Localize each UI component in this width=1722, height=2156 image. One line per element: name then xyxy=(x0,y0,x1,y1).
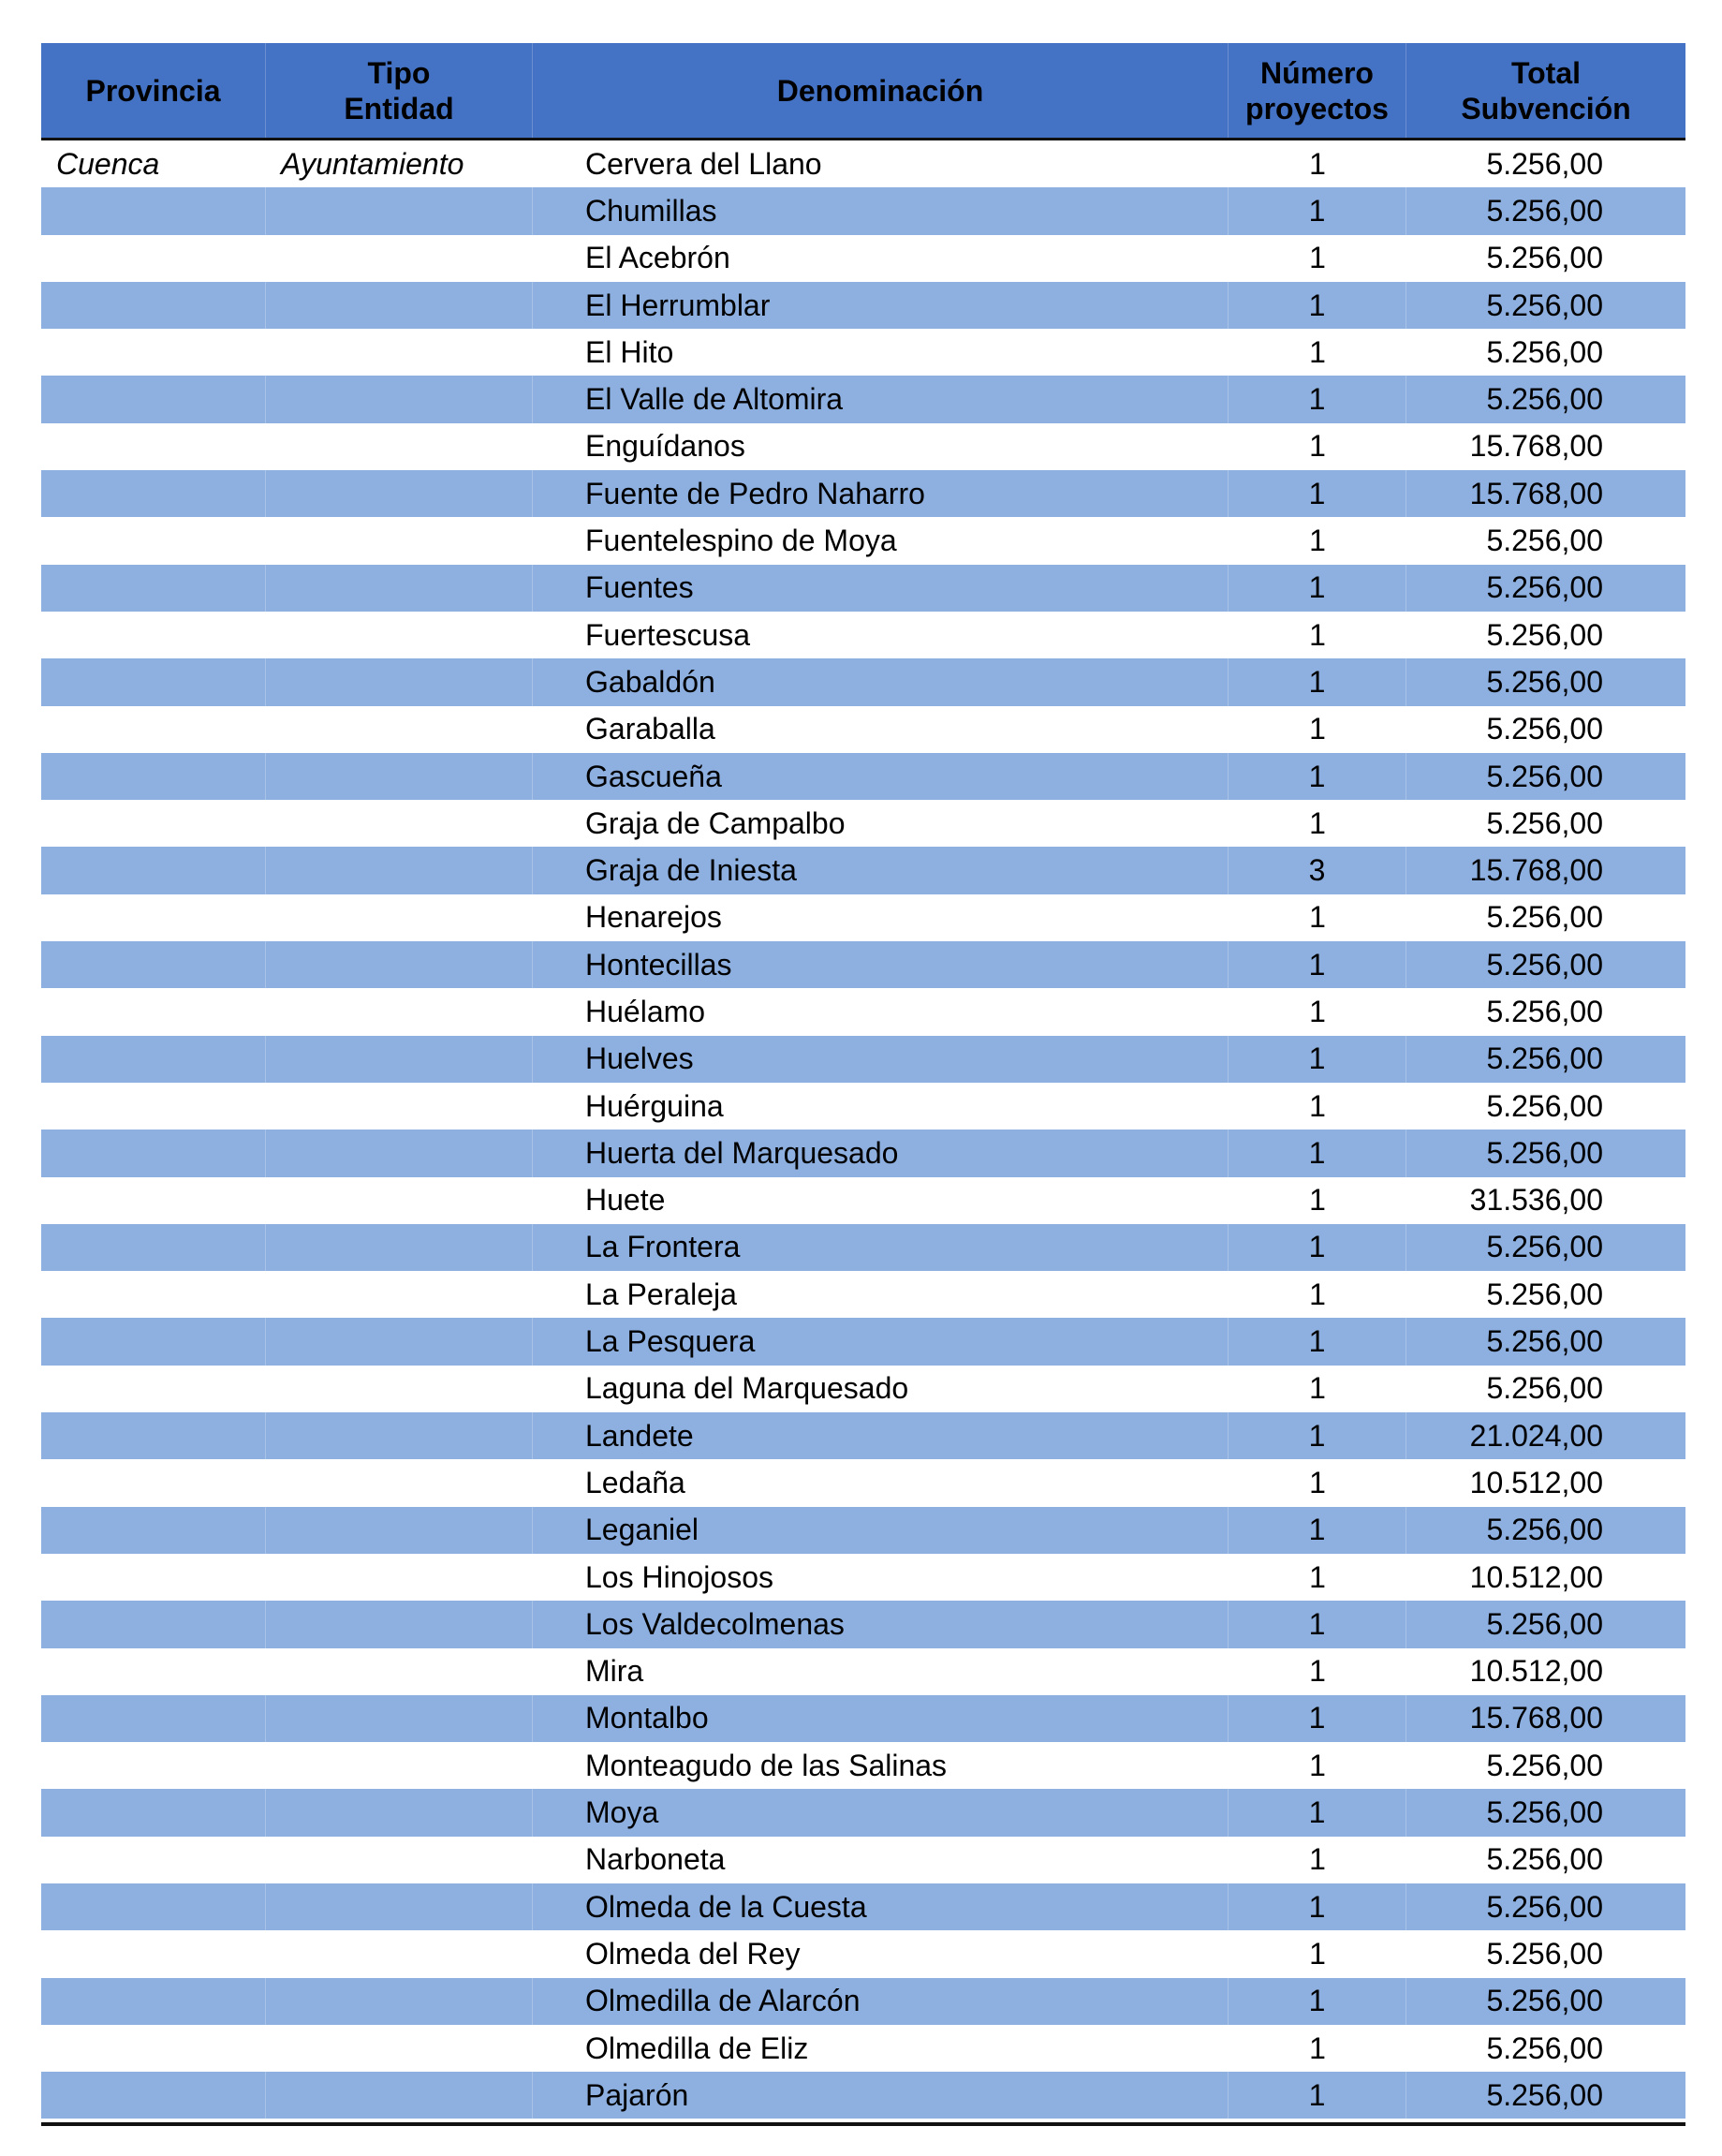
cell-provincia xyxy=(41,1083,266,1130)
cell-denominacion: Fuentelespino de Moya xyxy=(585,524,897,558)
table-row xyxy=(41,1789,1685,1836)
cell-provincia xyxy=(41,612,266,658)
cell-tipo xyxy=(266,847,533,893)
table-header xyxy=(41,43,1685,140)
cell-numero: 1 xyxy=(1309,524,1326,558)
cell-tipo xyxy=(266,2025,533,2072)
cell-tipo xyxy=(266,517,533,564)
cell-tipo xyxy=(266,988,533,1035)
cell-denominacion: Olmeda de la Cuesta xyxy=(533,1883,1229,1930)
cell-numero: 1 xyxy=(1229,1507,1406,1554)
cell-numero: 1 xyxy=(1229,470,1406,517)
table-row xyxy=(41,658,1685,705)
cell-denominacion: Landete xyxy=(533,1412,1229,1459)
cell-total: 5.256,00 xyxy=(1486,1324,1603,1359)
cell-numero: 1 xyxy=(1309,429,1326,464)
header-tipo-entidad-label xyxy=(344,55,453,126)
cell-numero: 1 xyxy=(1309,1936,1326,1971)
cell-tipo xyxy=(266,706,533,753)
cell-denominacion: Gascueña xyxy=(533,753,1229,800)
cell-denominacion: Monteagudo de las Salinas xyxy=(585,1748,948,1782)
cell-numero: 1 xyxy=(1229,1601,1406,1647)
table-body xyxy=(41,140,1685,2119)
cell-total: 5.256,00 xyxy=(1486,805,1603,840)
cell-provincia xyxy=(41,1648,266,1695)
cell-total: 15.768,00 xyxy=(1469,1701,1603,1735)
table-row xyxy=(41,1742,1685,1789)
cell-denominacion: El Valle de Altomira xyxy=(533,376,1229,422)
table-row xyxy=(41,1224,1685,1271)
cell-denominacion: Fuertescusa xyxy=(585,617,751,652)
cell-total: 5.256,00 xyxy=(1486,2077,1603,2112)
cell-tipo xyxy=(266,1883,533,1930)
cell-provincia xyxy=(41,706,266,753)
header-numero-line1: Número xyxy=(1260,55,1374,90)
cell-numero: 1 xyxy=(1309,1654,1326,1689)
cell-total: 5.256,00 xyxy=(1486,1984,1603,2018)
header-numero-proyectos xyxy=(1229,43,1406,138)
cell-numero: 1 xyxy=(1309,241,1326,275)
cell-total: 5.256,00 xyxy=(1486,1513,1603,1547)
cell-provincia: Cuenca xyxy=(56,146,160,181)
cell-provincia xyxy=(41,1837,266,1883)
cell-tipo xyxy=(266,1271,533,1318)
table-row xyxy=(41,187,1685,234)
table-row xyxy=(41,894,1685,941)
cell-tipo xyxy=(266,1695,533,1742)
cell-denominacion: Los Valdecolmenas xyxy=(533,1601,1229,1647)
cell-denominacion: Garaballa xyxy=(585,712,715,746)
table-row xyxy=(41,1036,1685,1083)
table-row xyxy=(41,235,1685,282)
cell-tipo xyxy=(266,1789,533,1836)
cell-total: 5.256,00 xyxy=(1486,1230,1603,1264)
cell-total: 5.256,00 xyxy=(1486,1842,1603,1877)
cell-tipo xyxy=(266,1459,533,1506)
cell-provincia xyxy=(41,329,266,376)
cell-denominacion: La Peraleja xyxy=(585,1277,737,1311)
cell-numero: 1 xyxy=(1229,282,1406,329)
cell-provincia xyxy=(41,753,266,800)
cell-provincia xyxy=(41,1036,266,1083)
cell-total: 5.256,00 xyxy=(1486,1041,1603,1076)
cell-tipo xyxy=(266,187,533,234)
header-denominacion-label: Denominación xyxy=(776,73,984,108)
cell-numero: 1 xyxy=(1309,1842,1326,1877)
cell-total: 5.256,00 xyxy=(1486,1889,1603,1924)
cell-total: 5.256,00 xyxy=(1486,994,1603,1028)
cell-tipo xyxy=(266,470,533,517)
table-bottom-rule xyxy=(41,2122,1685,2126)
cell-tipo xyxy=(266,565,533,612)
cell-total: 5.256,00 xyxy=(1486,1277,1603,1311)
cell-total: 5.256,00 xyxy=(1486,570,1603,605)
cell-denominacion: Los Hinojosos xyxy=(585,1559,773,1594)
header-denominacion xyxy=(533,43,1229,138)
cell-provincia xyxy=(41,800,266,847)
cell-total: 5.256,00 xyxy=(1486,2030,1603,2065)
cell-provincia xyxy=(41,847,266,893)
cell-total: 10.512,00 xyxy=(1469,1654,1603,1689)
cell-tipo xyxy=(266,1130,533,1176)
cell-total: 5.256,00 xyxy=(1486,1371,1603,1406)
cell-tipo xyxy=(266,800,533,847)
cell-denominacion: Huélamo xyxy=(585,994,706,1028)
cell-numero: 1 xyxy=(1309,617,1326,652)
cell-total: 10.512,00 xyxy=(1469,1559,1603,1594)
cell-denominacion: Graja de Campalbo xyxy=(585,805,846,840)
cell-total: 5.256,00 xyxy=(1486,900,1603,935)
header-tipo-line1: Tipo xyxy=(367,55,431,90)
table-row xyxy=(41,1412,1685,1459)
cell-denominacion: Olmedilla de Eliz xyxy=(585,2030,809,2065)
cell-numero: 1 xyxy=(1229,1695,1406,1742)
cell-numero: 1 xyxy=(1309,1748,1326,1782)
cell-tipo xyxy=(266,1648,533,1695)
cell-total: 5.256,00 xyxy=(1486,1748,1603,1782)
table-row xyxy=(41,2072,1685,2119)
table-row xyxy=(41,282,1685,329)
cell-denominacion: Cervera del Llano xyxy=(585,146,822,181)
cell-denominacion: El Herrumblar xyxy=(533,282,1229,329)
table-row xyxy=(41,1177,1685,1224)
cell-numero: 1 xyxy=(1229,1130,1406,1176)
cell-numero: 1 xyxy=(1229,565,1406,612)
table-row xyxy=(41,706,1685,753)
cell-total: 5.256,00 xyxy=(1486,1795,1603,1830)
cell-numero: 1 xyxy=(1229,1978,1406,2025)
table-row xyxy=(41,1366,1685,1412)
cell-denominacion: Ledaña xyxy=(585,1465,685,1499)
cell-denominacion: Huérguina xyxy=(585,1088,724,1123)
table-row xyxy=(41,1130,1685,1176)
cell-tipo xyxy=(266,1318,533,1365)
cell-total: 5.256,00 xyxy=(1486,146,1603,181)
cell-tipo xyxy=(266,753,533,800)
cell-provincia xyxy=(41,1742,266,1789)
cell-provincia xyxy=(41,1224,266,1271)
cell-total: 5.256,00 xyxy=(1486,1936,1603,1971)
cell-numero: 1 xyxy=(1229,1789,1406,1836)
cell-tipo xyxy=(266,1366,533,1412)
cell-tipo xyxy=(266,894,533,941)
cell-denominacion: Olmeda del Rey xyxy=(585,1936,801,1971)
table-row xyxy=(41,1507,1685,1554)
cell-total: 5.256,00 xyxy=(1486,241,1603,275)
cell-numero: 1 xyxy=(1229,753,1406,800)
cell-tipo xyxy=(266,1742,533,1789)
table-row xyxy=(41,1978,1685,2025)
cell-provincia xyxy=(41,235,266,282)
cell-denominacion: Laguna del Marquesado xyxy=(585,1371,909,1406)
cell-tipo xyxy=(266,1083,533,1130)
cell-tipo xyxy=(266,376,533,422)
cell-numero: 1 xyxy=(1309,805,1326,840)
header-tipo-line2: Entidad xyxy=(344,91,454,126)
table-row xyxy=(41,1554,1685,1601)
cell-tipo xyxy=(266,1978,533,2025)
cell-numero: 1 xyxy=(1229,1883,1406,1930)
cell-total: 5.256,00 xyxy=(1486,382,1603,417)
cell-numero: 1 xyxy=(1229,658,1406,705)
cell-provincia xyxy=(41,2072,266,2119)
cell-denominacion: Gabaldón xyxy=(533,658,1229,705)
cell-total: 5.256,00 xyxy=(1486,524,1603,558)
cell-tipo xyxy=(266,1601,533,1647)
cell-provincia xyxy=(41,1366,266,1412)
cell-denominacion: Huete xyxy=(585,1183,666,1218)
cell-denominacion: Narboneta xyxy=(585,1842,726,1877)
cell-numero: 1 xyxy=(1309,712,1326,746)
cell-total: 5.256,00 xyxy=(1486,1088,1603,1123)
header-total-line2: Subvención xyxy=(1461,91,1631,126)
cell-total: 31.536,00 xyxy=(1469,1183,1603,1218)
cell-provincia xyxy=(41,894,266,941)
cell-provincia xyxy=(41,376,266,422)
cell-tipo xyxy=(266,1554,533,1601)
cell-total: 5.256,00 xyxy=(1486,1135,1603,1170)
cell-provincia xyxy=(41,1789,266,1836)
cell-total: 5.256,00 xyxy=(1486,193,1603,228)
cell-tipo xyxy=(266,1036,533,1083)
cell-provincia xyxy=(41,565,266,612)
cell-denominacion: Pajarón xyxy=(533,2072,1229,2119)
table-row xyxy=(41,1318,1685,1365)
cell-numero: 1 xyxy=(1309,900,1326,935)
cell-numero: 1 xyxy=(1309,2030,1326,2065)
cell-denominacion: Olmedilla de Alarcón xyxy=(533,1978,1229,2025)
table-row xyxy=(41,1271,1685,1318)
cell-tipo xyxy=(266,612,533,658)
table-row xyxy=(41,800,1685,847)
cell-numero: 1 xyxy=(1309,994,1326,1028)
cell-numero: 3 xyxy=(1229,847,1406,893)
header-provincia-label: Provincia xyxy=(85,73,221,108)
cell-total: 15.768,00 xyxy=(1469,853,1603,888)
cell-numero: 1 xyxy=(1309,1088,1326,1123)
header-numero-line2: proyectos xyxy=(1245,91,1389,126)
cell-total: 15.768,00 xyxy=(1469,429,1603,464)
table-row xyxy=(41,140,1685,187)
cell-denominacion: Moya xyxy=(533,1789,1229,1836)
table-row xyxy=(41,376,1685,422)
cell-provincia xyxy=(41,658,266,705)
table-row xyxy=(41,941,1685,988)
cell-denominacion: Henarejos xyxy=(585,900,722,935)
cell-provincia xyxy=(41,941,266,988)
cell-denominacion: La Pesquera xyxy=(533,1318,1229,1365)
table-row xyxy=(41,517,1685,564)
table-row xyxy=(41,1459,1685,1506)
cell-numero: 1 xyxy=(1309,1559,1326,1594)
cell-denominacion: Graja de Iniesta xyxy=(533,847,1229,893)
cell-provincia xyxy=(41,187,266,234)
table-row xyxy=(41,1930,1685,1977)
cell-total: 5.256,00 xyxy=(1486,617,1603,652)
cell-denominacion: Mira xyxy=(585,1654,644,1689)
cell-numero: 1 xyxy=(1229,1412,1406,1459)
cell-denominacion: Chumillas xyxy=(533,187,1229,234)
cell-tipo xyxy=(266,282,533,329)
table-row xyxy=(41,1601,1685,1647)
cell-provincia xyxy=(41,1130,266,1176)
table-row xyxy=(41,753,1685,800)
cell-provincia xyxy=(41,1318,266,1365)
cell-numero: 1 xyxy=(1309,1371,1326,1406)
cell-denominacion: La Frontera xyxy=(533,1224,1229,1271)
cell-provincia xyxy=(41,1507,266,1554)
table-row xyxy=(41,1648,1685,1695)
table-row xyxy=(41,1883,1685,1930)
cell-numero: 1 xyxy=(1309,1277,1326,1311)
cell-numero: 1 xyxy=(1309,146,1326,181)
cell-total: 5.256,00 xyxy=(1486,1606,1603,1641)
header-provincia xyxy=(41,43,266,138)
cell-numero: 1 xyxy=(1229,376,1406,422)
cell-total: 5.256,00 xyxy=(1486,712,1603,746)
cell-denominacion: Fuente de Pedro Naharro xyxy=(533,470,1229,517)
cell-tipo xyxy=(266,941,533,988)
cell-denominacion: Fuentes xyxy=(533,565,1229,612)
cell-numero: 1 xyxy=(1229,2072,1406,2119)
cell-tipo xyxy=(266,1930,533,1977)
cell-numero: 1 xyxy=(1229,1036,1406,1083)
cell-provincia xyxy=(41,1695,266,1742)
cell-tipo xyxy=(266,1837,533,1883)
cell-denominacion: Huelves xyxy=(533,1036,1229,1083)
cell-numero: 1 xyxy=(1229,1224,1406,1271)
header-numero-label xyxy=(1245,55,1389,126)
cell-denominacion: El Hito xyxy=(585,334,674,369)
table-row xyxy=(41,470,1685,517)
cell-denominacion: Enguídanos xyxy=(585,429,745,464)
cell-provincia xyxy=(41,2025,266,2072)
header-total-line1: Total xyxy=(1510,55,1582,90)
cell-provincia xyxy=(41,988,266,1035)
cell-total: 21.024,00 xyxy=(1469,1418,1603,1453)
cell-numero: 1 xyxy=(1309,1465,1326,1499)
cell-denominacion: Montalbo xyxy=(533,1695,1229,1742)
cell-provincia xyxy=(41,1930,266,1977)
cell-denominacion: Leganiel xyxy=(533,1507,1229,1554)
cell-numero: 1 xyxy=(1229,941,1406,988)
header-tipo-entidad xyxy=(266,43,533,138)
cell-tipo xyxy=(266,1412,533,1459)
table-row xyxy=(41,1083,1685,1130)
cell-provincia xyxy=(41,517,266,564)
table-row xyxy=(41,1695,1685,1742)
cell-provincia xyxy=(41,423,266,470)
cell-tipo xyxy=(266,658,533,705)
cell-provincia xyxy=(41,1883,266,1930)
cell-tipo xyxy=(266,1177,533,1224)
table-row xyxy=(41,565,1685,612)
table-row xyxy=(41,612,1685,658)
cell-provincia xyxy=(41,470,266,517)
cell-tipo xyxy=(266,235,533,282)
table-row xyxy=(41,329,1685,376)
cell-tipo xyxy=(266,1507,533,1554)
cell-tipo: Ayuntamiento xyxy=(281,146,464,181)
cell-denominacion: Huerta del Marquesado xyxy=(533,1130,1229,1176)
cell-total: 5.256,00 xyxy=(1486,334,1603,369)
cell-tipo xyxy=(266,329,533,376)
cell-provincia xyxy=(41,1412,266,1459)
cell-numero: 1 xyxy=(1309,334,1326,369)
table-row xyxy=(41,988,1685,1035)
cell-total: 5.256,00 xyxy=(1486,288,1603,322)
cell-total: 15.768,00 xyxy=(1469,476,1603,510)
cell-provincia xyxy=(41,1177,266,1224)
cell-tipo xyxy=(266,423,533,470)
subsidy-table xyxy=(41,43,1685,2126)
cell-total: 5.256,00 xyxy=(1486,759,1603,793)
table-row xyxy=(41,847,1685,893)
cell-numero: 1 xyxy=(1229,187,1406,234)
header-total-label xyxy=(1461,55,1630,126)
cell-provincia xyxy=(41,1271,266,1318)
cell-total: 5.256,00 xyxy=(1486,947,1603,982)
cell-denominacion: El Acebrón xyxy=(585,241,730,275)
table-row xyxy=(41,1837,1685,1883)
cell-tipo xyxy=(266,2072,533,2119)
cell-total: 10.512,00 xyxy=(1469,1465,1603,1499)
cell-provincia xyxy=(41,1554,266,1601)
cell-provincia xyxy=(41,282,266,329)
cell-provincia xyxy=(41,1601,266,1647)
cell-provincia xyxy=(41,1459,266,1506)
cell-tipo xyxy=(266,1224,533,1271)
cell-total: 5.256,00 xyxy=(1486,664,1603,699)
cell-denominacion: Hontecillas xyxy=(533,941,1229,988)
cell-provincia xyxy=(41,1978,266,2025)
cell-numero: 1 xyxy=(1229,1318,1406,1365)
table-row xyxy=(41,2025,1685,2072)
table-row xyxy=(41,423,1685,470)
header-total-subvencion xyxy=(1406,43,1685,138)
cell-numero: 1 xyxy=(1309,1183,1326,1218)
